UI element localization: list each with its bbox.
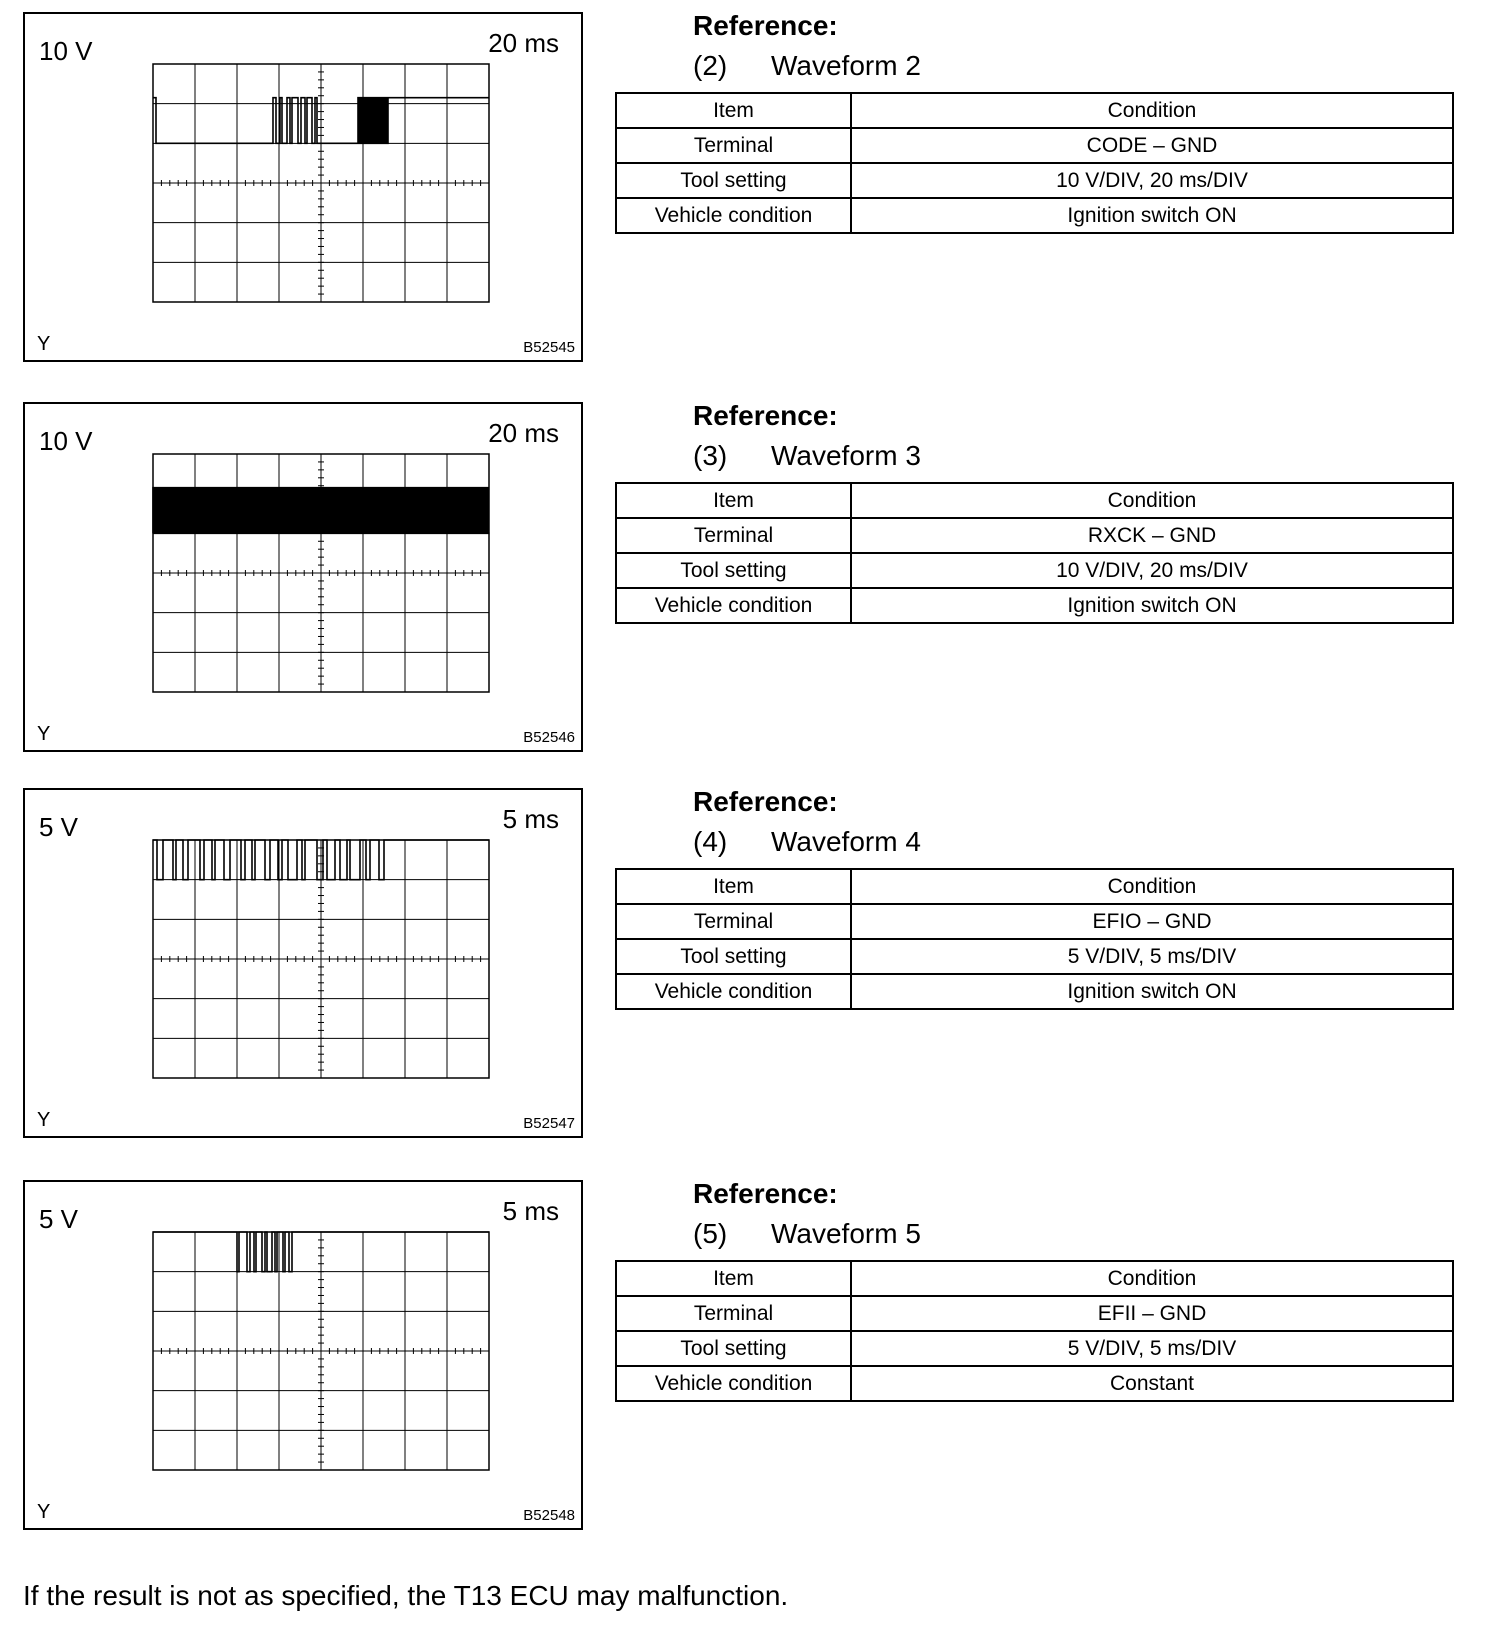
- y-label: Y: [37, 723, 51, 745]
- time-label: 5 ms: [502, 804, 559, 834]
- header-condition: Condition: [851, 483, 1453, 518]
- cell-condition: EFII – GND: [851, 1296, 1453, 1331]
- cell-item: Terminal: [616, 518, 851, 553]
- table-header-row: [616, 93, 1453, 128]
- volt-label: 10 V: [39, 426, 93, 456]
- cell-condition: CODE – GND: [851, 128, 1453, 163]
- waveform-name: Waveform 3: [771, 440, 921, 471]
- waveform-name: Waveform 4: [771, 826, 921, 857]
- header-item: Item: [616, 483, 851, 518]
- header-condition: Condition: [851, 1261, 1453, 1296]
- condition-table-4: [615, 868, 1454, 1010]
- oscilloscope-panel-2: [23, 402, 583, 752]
- waveform-title: [693, 826, 921, 858]
- waveform-graph-4: [25, 1182, 581, 1528]
- reference-label: Reference:: [693, 10, 838, 41]
- volt-label: 5 V: [39, 1204, 79, 1234]
- table-row: [616, 553, 1453, 588]
- cell-item: Vehicle condition: [616, 974, 851, 1009]
- table-row: [616, 588, 1453, 623]
- waveform-graph-2: [25, 404, 581, 750]
- time-label: 5 ms: [502, 1196, 559, 1226]
- y-label: Y: [37, 1501, 51, 1523]
- cell-item: Tool setting: [616, 939, 851, 974]
- reference-number: (4): [693, 826, 728, 857]
- cell-condition: Ignition switch ON: [851, 198, 1453, 233]
- header-item: Item: [616, 869, 851, 904]
- waveform-name: Waveform 2: [771, 50, 921, 81]
- table-row: [616, 128, 1453, 163]
- scope-grid: [153, 1232, 489, 1470]
- oscilloscope-panel-3: [23, 788, 583, 1138]
- volt-label: 5 V: [39, 812, 79, 842]
- waveform-title: [693, 50, 921, 82]
- cell-item: Tool setting: [616, 163, 851, 198]
- reference-heading-4: [693, 786, 921, 858]
- table-row: [616, 939, 1453, 974]
- time-label: 20 ms: [488, 418, 559, 448]
- waveform-graph-3: [25, 790, 581, 1136]
- y-label: Y: [37, 333, 51, 355]
- scope-grid: [153, 64, 489, 302]
- table-header-row: [616, 1261, 1453, 1296]
- reference-label: Reference:: [693, 1178, 838, 1209]
- reference-number: (5): [693, 1218, 728, 1249]
- cell-condition: 5 V/DIV, 5 ms/DIV: [851, 939, 1453, 974]
- header-item: Item: [616, 93, 851, 128]
- condition-table-3: [615, 482, 1454, 624]
- table-row: [616, 163, 1453, 198]
- waveform-title: [693, 440, 921, 472]
- y-label: Y: [37, 1109, 51, 1131]
- cell-item: Vehicle condition: [616, 1366, 851, 1401]
- reference-number: (2): [693, 50, 728, 81]
- waveform-name: Waveform 5: [771, 1218, 921, 1249]
- cell-item: Terminal: [616, 1296, 851, 1331]
- condition-table-2: [615, 92, 1454, 234]
- table-row: [616, 518, 1453, 553]
- cell-item: Terminal: [616, 904, 851, 939]
- time-label: 20 ms: [488, 28, 559, 58]
- table-row: [616, 198, 1453, 233]
- table-row: [616, 1366, 1453, 1401]
- waveform-title: [693, 1218, 921, 1250]
- oscilloscope-panel-4: [23, 1180, 583, 1530]
- reference-heading-2: [693, 10, 921, 82]
- waveform-trace: [153, 488, 490, 534]
- cell-item: Tool setting: [616, 553, 851, 588]
- table-row: [616, 904, 1453, 939]
- cell-item: Tool setting: [616, 1331, 851, 1366]
- figure-code: B52548: [523, 1507, 575, 1524]
- table-header-row: [616, 869, 1453, 904]
- table-header-row: [616, 483, 1453, 518]
- footer-note: If the result is not as specified, the T13 ECU may malfunction.: [23, 1580, 789, 1611]
- header-condition: Condition: [851, 869, 1453, 904]
- figure-code: B52547: [523, 1115, 575, 1132]
- reference-number: (3): [693, 440, 728, 471]
- figure-code: B52546: [523, 729, 575, 746]
- cell-item: Vehicle condition: [616, 198, 851, 233]
- header-condition: Condition: [851, 93, 1453, 128]
- reference-heading-5: [693, 1178, 921, 1250]
- table-row: [616, 1331, 1453, 1366]
- cell-item: Terminal: [616, 128, 851, 163]
- header-item: Item: [616, 1261, 851, 1296]
- cell-condition: 5 V/DIV, 5 ms/DIV: [851, 1331, 1453, 1366]
- cell-condition: 10 V/DIV, 20 ms/DIV: [851, 553, 1453, 588]
- reference-heading-3: [693, 400, 921, 472]
- cell-condition: Ignition switch ON: [851, 974, 1453, 1009]
- waveform-graph-1: [25, 14, 581, 360]
- reference-label: Reference:: [693, 786, 838, 817]
- condition-table-5: [615, 1260, 1454, 1402]
- table-row: [616, 974, 1453, 1009]
- volt-label: 10 V: [39, 36, 93, 66]
- cell-condition: Constant: [851, 1366, 1453, 1401]
- cell-condition: EFIO – GND: [851, 904, 1453, 939]
- reference-label: Reference:: [693, 400, 838, 431]
- cell-condition: 10 V/DIV, 20 ms/DIV: [851, 163, 1453, 198]
- cell-item: Vehicle condition: [616, 588, 851, 623]
- table-row: [616, 1296, 1453, 1331]
- figure-code: B52545: [523, 339, 575, 356]
- cell-condition: RXCK – GND: [851, 518, 1453, 553]
- cell-condition: Ignition switch ON: [851, 588, 1453, 623]
- oscilloscope-panel-1: [23, 12, 583, 362]
